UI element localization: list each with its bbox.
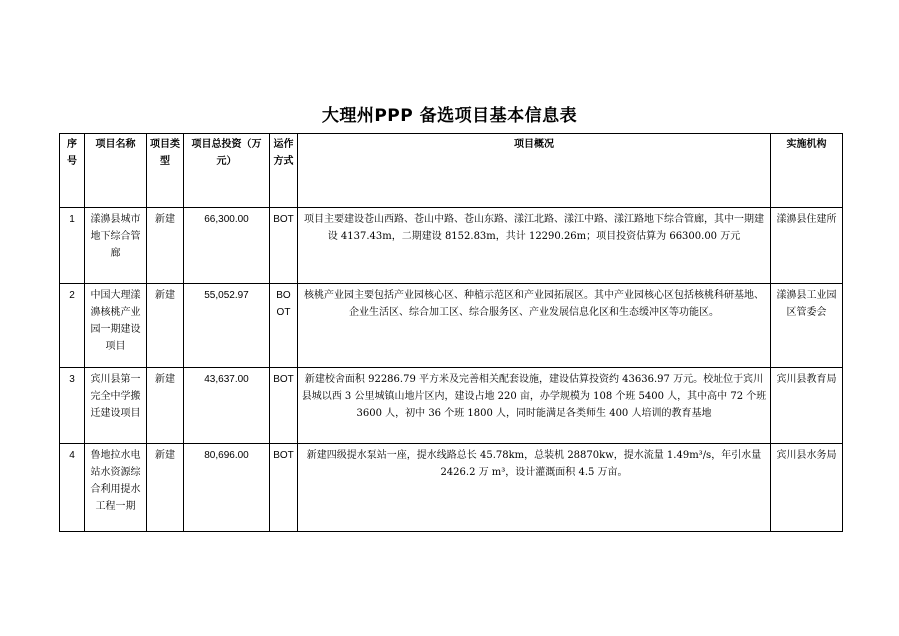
row-agency: 漾濞县工业园区管委会 [771, 284, 843, 368]
row-mode: BOT [270, 368, 298, 444]
table-row [60, 208, 843, 284]
header-type: 项目类型 [147, 134, 184, 208]
project-info-table [59, 133, 843, 532]
row-investment: 55,052.97 [184, 284, 270, 368]
row-project-type: 新建 [147, 284, 184, 368]
row-project-name: 漾濞县城市地下综合管廊 [85, 208, 147, 284]
header-investment: 项目总投资（万元） [184, 134, 270, 208]
row-investment: 80,696.00 [184, 444, 270, 532]
table-header-row [60, 134, 843, 208]
row-project-type: 新建 [147, 208, 184, 284]
row-overview: 新建四级提水泵站一座，提水线路总长 45.78km，总装机 28870kw，提水流量 1.49m³/s，年引水量 2426.2 万 m³，设计灌溉面积 4.5 万亩。 [298, 444, 771, 532]
row-project-name: 鲁地拉水电站水资源综合利用提水工程一期 [85, 444, 147, 532]
row-seq: 3 [60, 368, 85, 444]
row-investment: 43,637.00 [184, 368, 270, 444]
table-row [60, 444, 843, 532]
row-agency: 宾川县教育局 [771, 368, 843, 444]
header-agency: 实施机构 [771, 134, 843, 208]
table-row [60, 284, 843, 368]
table-row [60, 368, 843, 444]
row-project-name: 中国大理漾濞核桃产业园一期建设项目 [85, 284, 147, 368]
header-seq: 序号 [60, 134, 85, 208]
row-investment: 66,300.00 [184, 208, 270, 284]
row-seq: 2 [60, 284, 85, 368]
row-project-name: 宾川县第一完全中学搬迁建设项目 [85, 368, 147, 444]
row-mode: BOT [270, 208, 298, 284]
row-project-type: 新建 [147, 368, 184, 444]
row-project-type: 新建 [147, 444, 184, 532]
row-mode: BOOT [270, 284, 298, 368]
row-mode: BOT [270, 444, 298, 532]
header-mode: 运作方式 [270, 134, 298, 208]
header-overview: 项目概况 [298, 134, 771, 208]
row-overview: 项目主要建设苍山西路、苍山中路、苍山东路、漾江北路、漾江中路、漾江路地下综合管廊，其中一期建设 4137.43m，二期建设 8152.83m，共计 12290.26m；项目投资估算为 66300.00 万元 [298, 208, 771, 284]
row-agency: 宾川县水务局 [771, 444, 843, 532]
row-seq: 1 [60, 208, 85, 284]
row-overview: 新建校舍面积 92286.79 平方米及完善相关配套设施，建设估算投资约 43636.97 万元。校址位于宾川县城以西 3 公里城镇山地片区内，建设占地 220 亩，办学规模为 108 个班 5400 人，其中高中 72 个班 3600 人，初中 36 个班 1800 人，同时能满足各类师生 400 人培训的教育基地 [298, 368, 771, 444]
row-agency: 漾濞县住建所 [771, 208, 843, 284]
row-overview: 核桃产业园主要包括产业园核心区、种植示范区和产业园拓展区。其中产业园核心区包括核桃科研基地、企业生活区、综合加工区、综合服务区、产业发展信息化区和生态缓冲区等功能区。 [298, 284, 771, 368]
page-title: 大理州PPP 备选项目基本信息表 [321, 106, 578, 126]
header-name: 项目名称 [85, 134, 147, 208]
row-seq: 4 [60, 444, 85, 532]
